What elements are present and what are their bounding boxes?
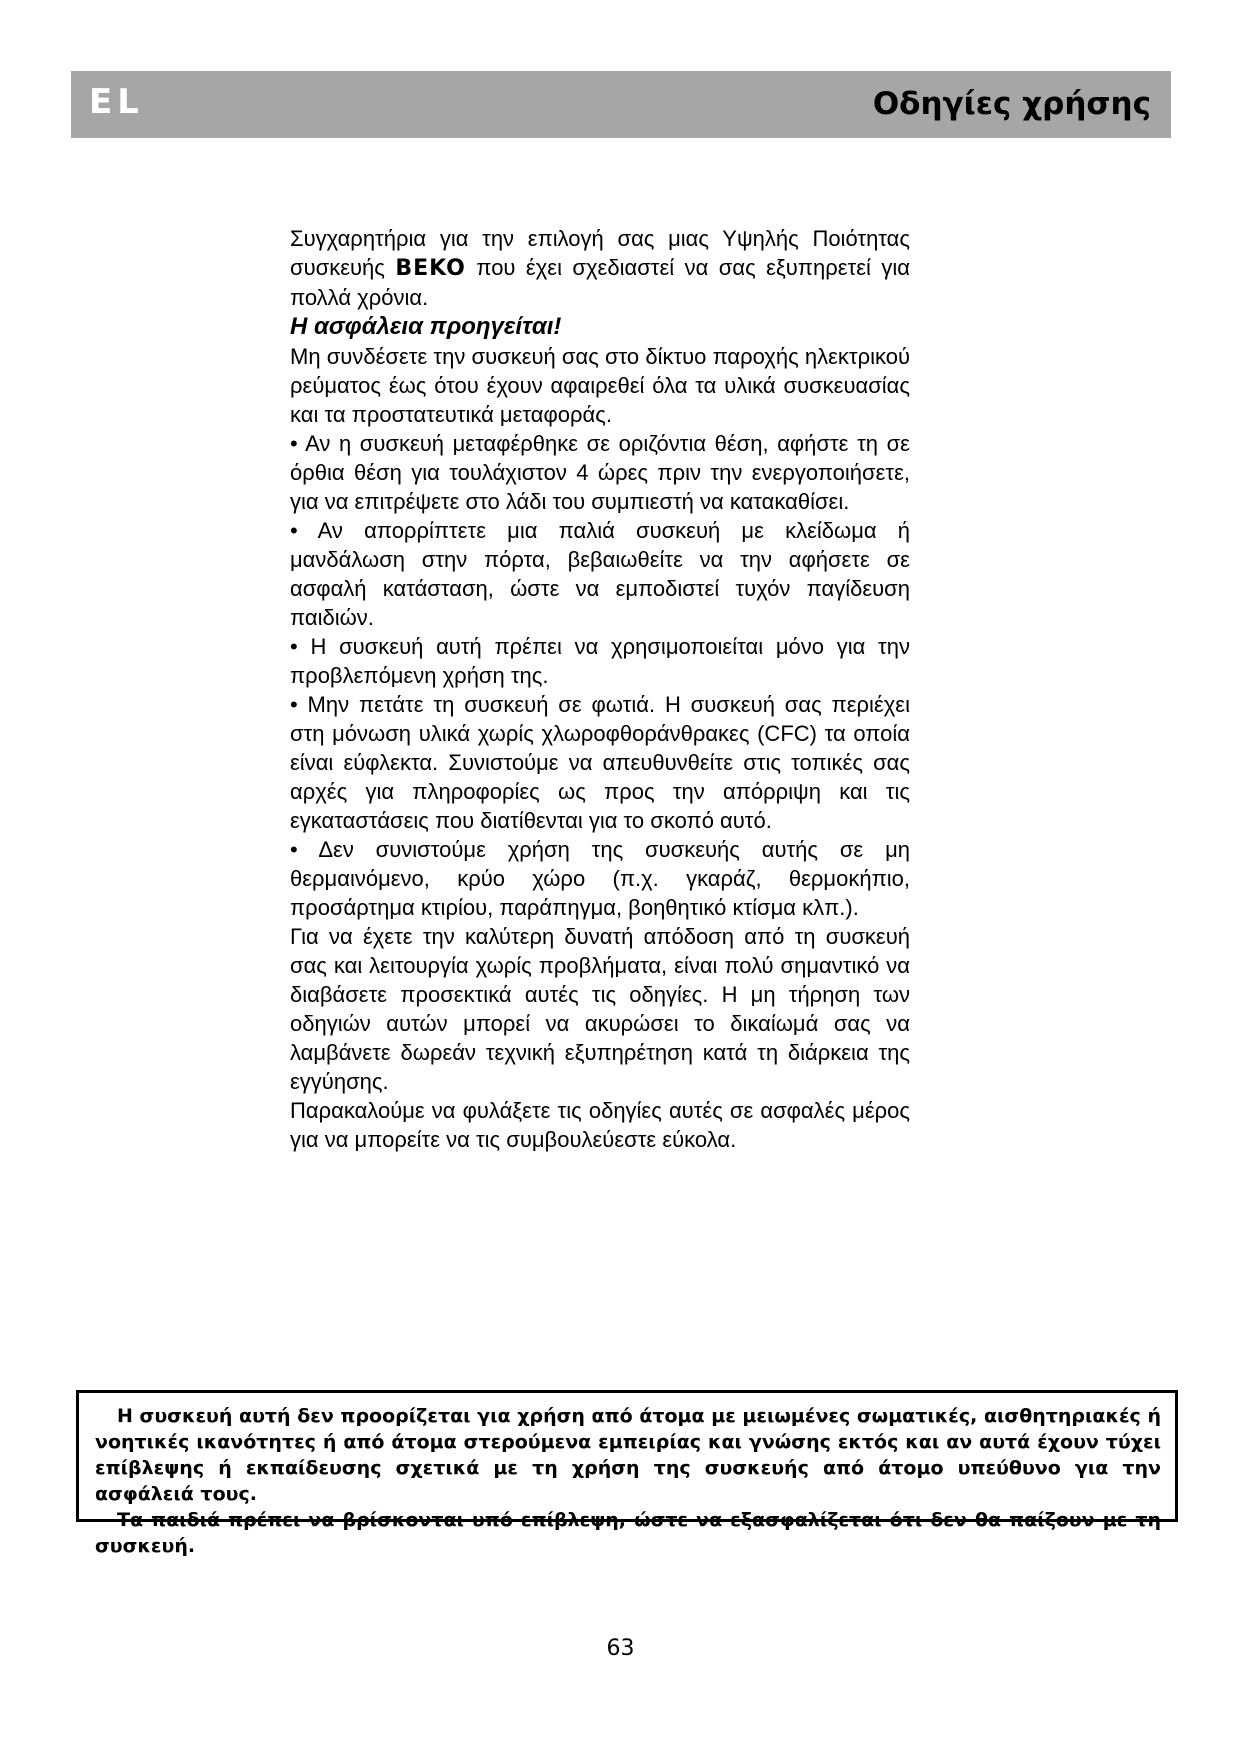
paragraph-old-appliance-disposal: • Αν απορρίπτετε μια παλιά συσκευή με κλείδωμα ή μανδάλωση στην πόρτα, βεβαιωθείτε να την αφήσετε σε ασφαλή κατάσταση, ώστε να εμποδιστεί τυχόν παγίδευση παιδιών. (290, 518, 910, 630)
notice-children-supervision: Τα παιδιά πρέπει να βρίσκονται υπό επίβλεψη, ώστε να εξασφαλίζεται ότι δεν θα παίζουν με τη συσκευή. (95, 1509, 1161, 1557)
document-title: Οδηγίες χρήσης (872, 86, 1151, 122)
paragraph-fire-disposal: • Μην πετάτε τη συσκευή σε φωτιά. Η συσκευή σας περιέχει στη μόνωση υλικά χωρίς χλωροφθοράνθρακες (CFC) τα οποία είναι εύφλεκτα. Συνιστούμε να απευθυνθείτε στις τοπικές σας αρχές για πληροφορίες ως προς την απόρριψη και τις εγκαταστάσεις που διατίθενται για το σκοπό αυτό. (290, 692, 910, 833)
paragraph-read-instructions: Για να έχετε την καλύτερη δυνατή απόδοση από τη συσκευή σας και λειτουργία χωρίς προβλήματα, είναι πολύ σημαντικό να διαβάσετε προσεκτικά αυτές τις οδηγίες. Η μη τήρηση των οδηγιών αυτών μπορεί να ακυρώσει το δικαίωμά σας να λαμβάνετε δωρεάν τεχνική εξυπηρέτηση κατά τη διάρκεια της εγγύησης. (290, 924, 910, 1094)
header-bar (71, 71, 1171, 138)
paragraph-intended-use: • Η συσκευή αυτή πρέπει να χρησιμοποιείται μόνο για την προβλεπόμενη χρήση της. (290, 634, 910, 688)
paragraph-keep-instructions: Παρακαλούμε να φυλάξετε τις οδηγίες αυτές σε ασφαλές μέρος για να μπορείτε να τις συμβουλεύεστε εύκολα. (290, 1098, 910, 1152)
language-code: EL (89, 82, 144, 122)
notice-reduced-capabilities: Η συσκευή αυτή δεν προορίζεται για χρήση από άτομα με μειωμένες σωματικές, αισθητηριακές ή νοητικές ικανότητες ή από άτομα στερούμενα εμπειρίας και γνώσης εκτός και αν αυτά έχουν τύχει επίβλεψης ή εκπαίδευσης σχετικά με τη χρήση της συσκευής από άτομο υπεύθυνο για την ασφάλειά τους. (95, 1405, 1161, 1505)
intro-text-end: που έχει σχεδιαστεί να σας εξυπηρετεί για πολλά χρόνια. (290, 255, 910, 310)
page-number: 63 (606, 1636, 635, 1661)
paragraph-power-connection: Μη συνδέσετε την συσκευή σας στο δίκτυο παροχής ηλεκτρικού ρεύματος έως ότου έχουν αφαιρεθεί όλα τα υλικά συσκευασίας και τα προστατευτικά μεταφοράς. (290, 344, 910, 427)
brand-name: BEKO (395, 256, 466, 281)
safety-heading: Η ασφάλεια προηγείται! (290, 313, 562, 340)
paragraph-horizontal-transport: • Αν η συσκευή μεταφέρθηκε σε οριζόντια θέση, αφήστε τη σε όρθια θέση για τουλάχιστον 4 ώρες πριν την ενεργοποιήσετε, για να επιτρέψετε στο λάδι του συμπιεστή να κατακαθίσει. (290, 431, 910, 514)
intro-paragraph (290, 224, 910, 312)
main-content (290, 224, 910, 1154)
intro-text-start: Συγχαρητήρια για την επιλογή σας μιας Υψηλής Ποιότητας συσκευής (290, 226, 910, 280)
warning-notice-box (76, 1390, 1178, 1557)
paragraph-unheated-room: • Δεν συνιστούμε χρήση της συσκευής αυτής σε μη θερμαινόμενο, κρύο χώρο (π.χ. γκαράζ, θερμοκήπιο, προσάρτημα κτιρίου, παράπηγμα, βοηθητικό κτίσμα κλπ.). (290, 837, 910, 920)
